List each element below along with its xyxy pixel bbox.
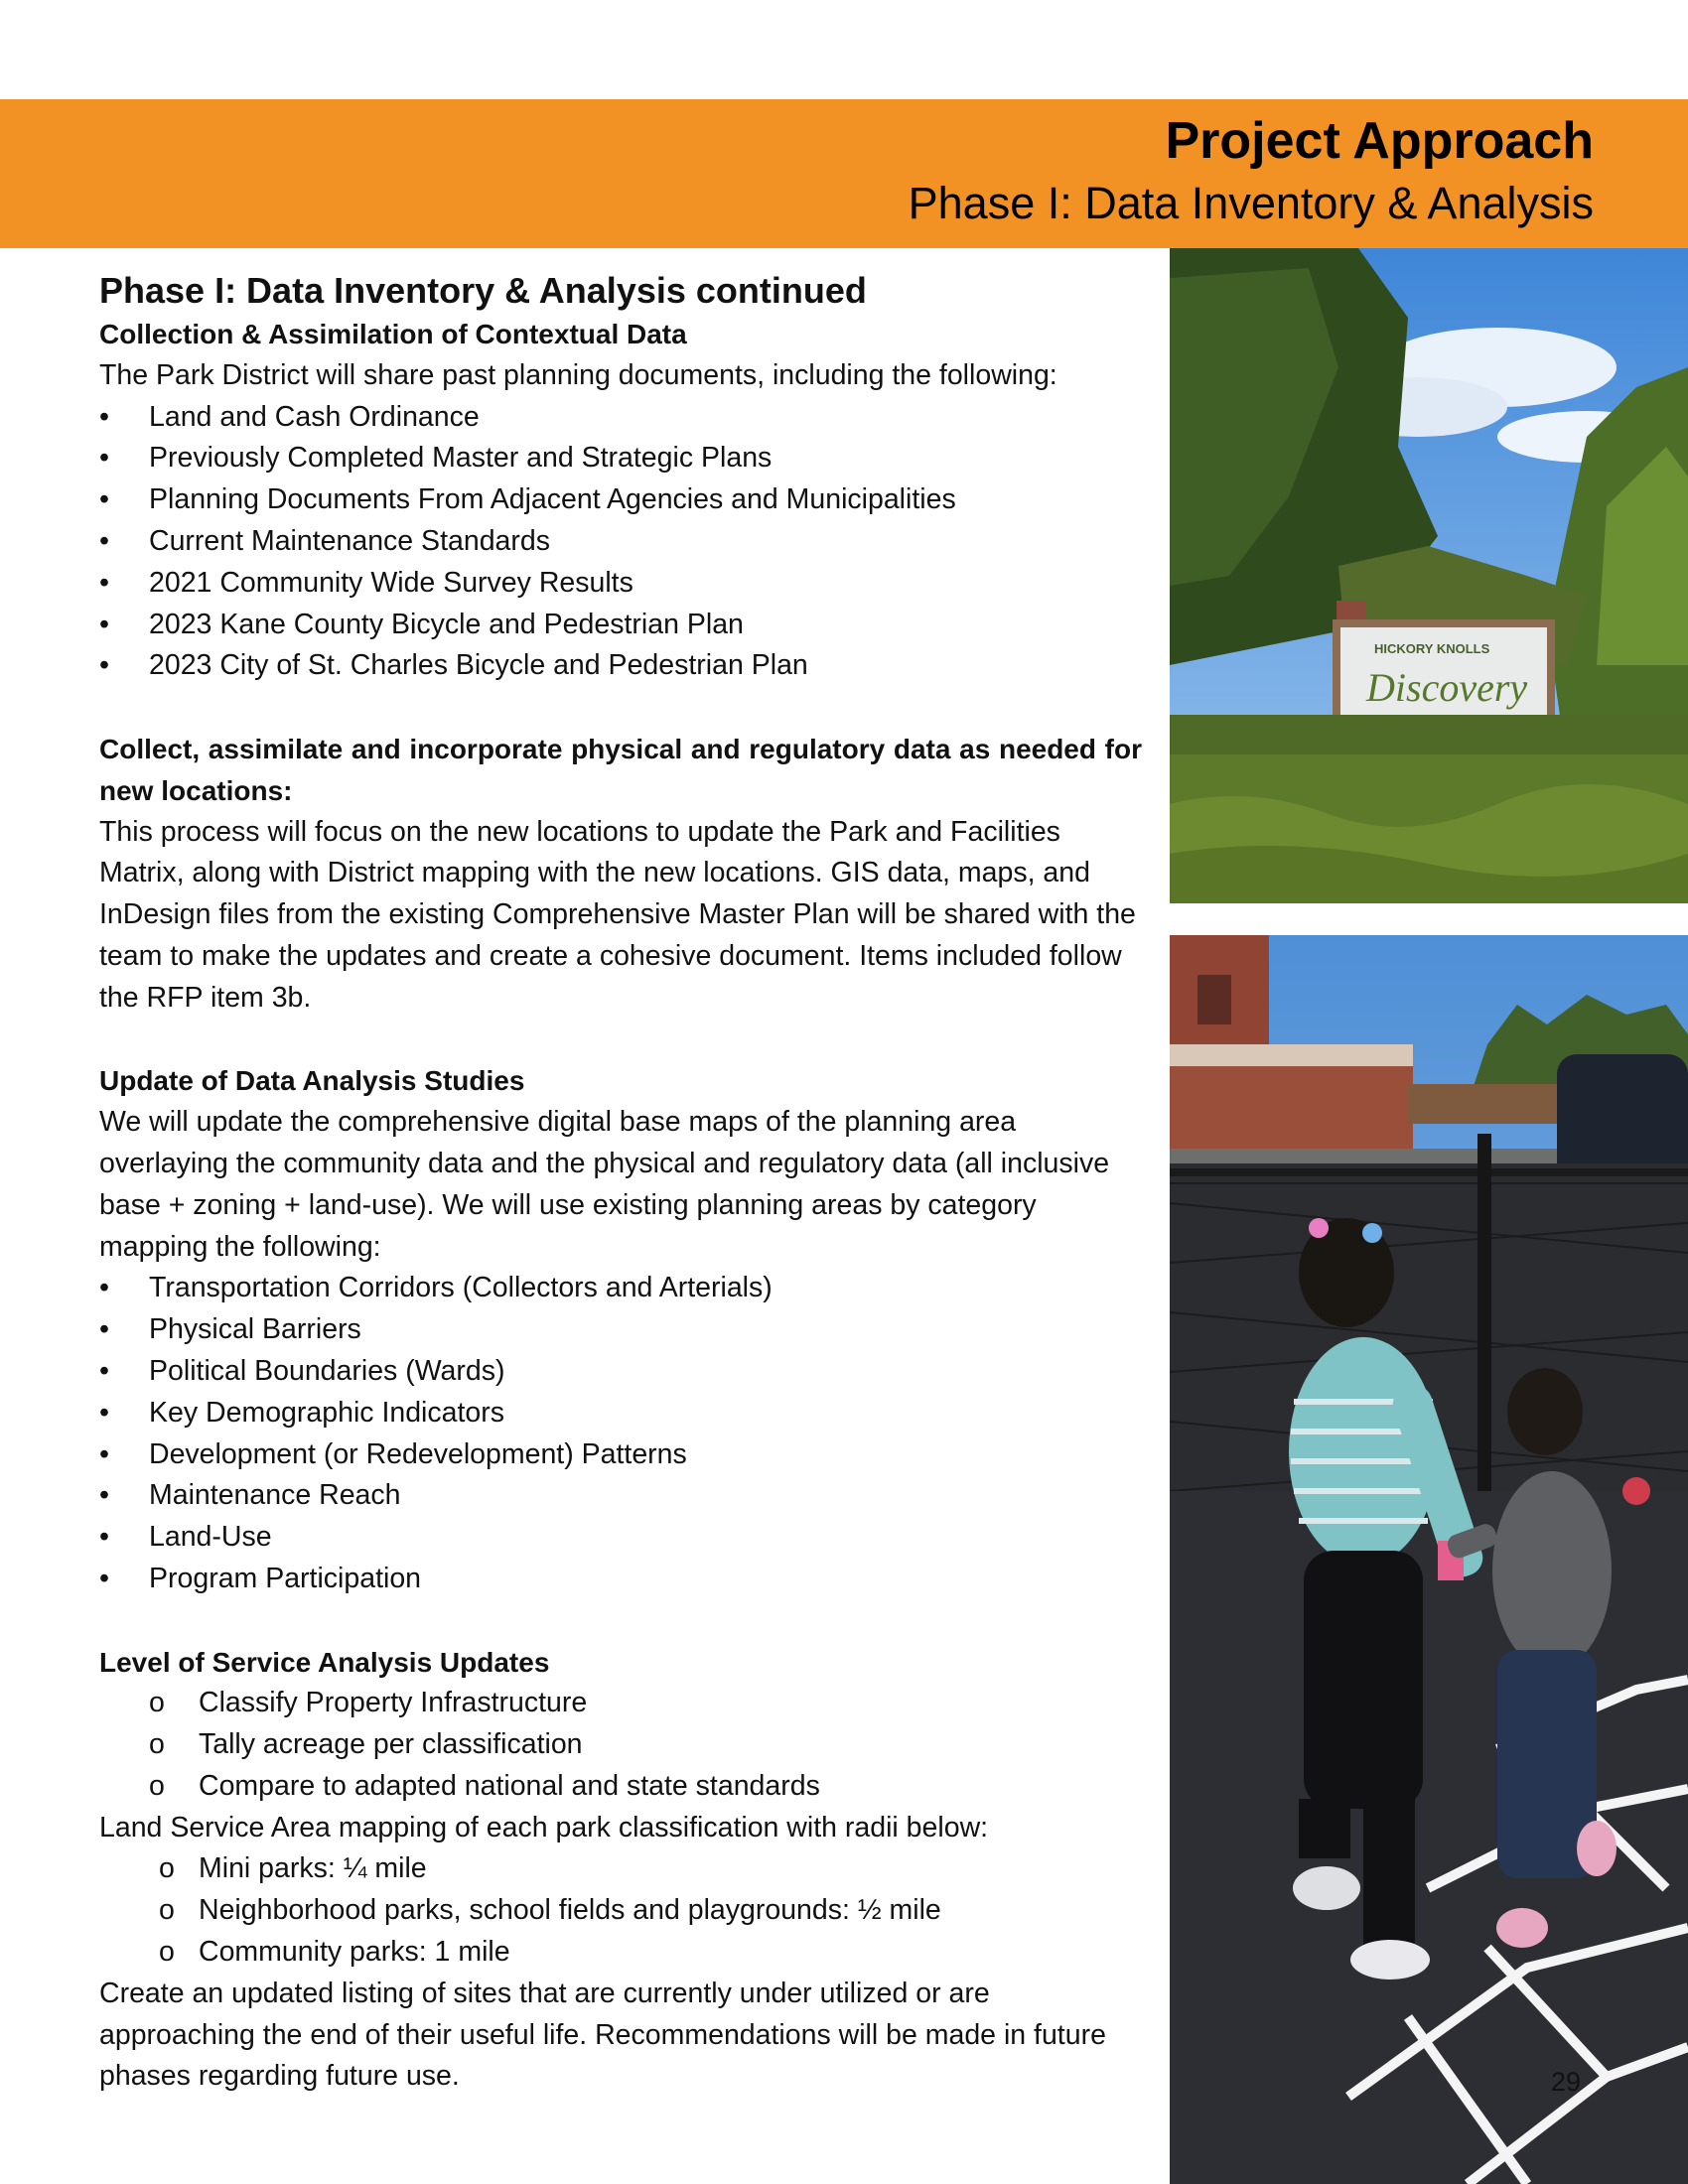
sign-main-text: Discovery bbox=[1366, 665, 1528, 710]
mapping-categories-list bbox=[99, 1268, 1142, 1599]
list-item: • 2021 Community Wide Survey Results bbox=[99, 563, 1142, 605]
discovery-center-photo bbox=[1170, 248, 1688, 903]
planning-documents-list bbox=[99, 397, 1142, 688]
collect-body: This process will focus on the new locations to update the Park and Facilities Matrix, along with District mapping with the new locations. GIS data, maps, and InDesign files from the existing Comprehensive Master Plan will be shared with the team to make the updates and create a cohesive document. Items included follow the RFP item 3b. bbox=[99, 815, 1136, 1014]
page-title: Project Approach bbox=[1165, 112, 1594, 170]
main-content bbox=[99, 270, 1142, 2098]
list-item: • Program Participation bbox=[99, 1559, 1142, 1600]
list-item: • 2023 Kane County Bicycle and Pedestrian Plan bbox=[99, 605, 1142, 646]
list-item: • Current Maintenance Standards bbox=[99, 521, 1142, 563]
update-body: We will update the comprehensive digital base maps of the planning area overlaying the community data and the physical and regulatory data (all inclusive base + zoning + land-use). We will use existing planning areas by category mapping the following: bbox=[99, 1106, 1110, 1263]
hopscotch-photo bbox=[1170, 935, 1688, 2184]
level-of-service-heading: Level of Service Analysis Updates bbox=[99, 1646, 550, 1678]
list-item: • Physical Barriers bbox=[99, 1309, 1142, 1351]
page-subtitle: Phase I: Data Inventory & Analysis bbox=[908, 178, 1594, 228]
list-item: o Neighborhood parks, school fields and playgrounds: ½ mile bbox=[99, 1890, 1142, 1932]
list-item: o Mini parks: ¼ mile bbox=[99, 1848, 1142, 1890]
list-item: o Community parks: 1 mile bbox=[99, 1932, 1142, 1974]
section-heading: Phase I: Data Inventory & Analysis continued bbox=[99, 270, 867, 311]
list-item: • 2023 City of St. Charles Bicycle and Pedestrian Plan bbox=[99, 645, 1142, 687]
hopscotch-illustration bbox=[1170, 935, 1688, 2184]
collection-heading: Collection & Assimilation of Contextual Data bbox=[99, 319, 687, 349]
header-banner bbox=[0, 99, 1688, 248]
list-item: • Key Demographic Indicators bbox=[99, 1393, 1142, 1434]
list-item: o Classify Property Infrastructure bbox=[99, 1683, 1142, 1724]
list-item: • Maintenance Reach bbox=[99, 1475, 1142, 1517]
list-item: o Tally acreage per classification bbox=[99, 1724, 1142, 1766]
list-item: • Development (or Redevelopment) Patterns bbox=[99, 1434, 1142, 1476]
update-heading: Update of Data Analysis Studies bbox=[99, 1065, 525, 1097]
list-item: • Political Boundaries (Wards) bbox=[99, 1351, 1142, 1393]
level-of-service-list bbox=[99, 1683, 1142, 1807]
list-item: o Compare to adapted national and state standards bbox=[99, 1766, 1142, 1808]
collection-intro: The Park District will share past planning documents, including the following: bbox=[99, 358, 1057, 391]
list-item: • Land and Cash Ordinance bbox=[99, 397, 1142, 439]
page-number: 29 bbox=[1551, 2067, 1582, 2097]
list-item: • Land-Use bbox=[99, 1517, 1142, 1559]
collect-heading: Collect, assimilate and incorporate physical and regulatory data as needed for new locations: bbox=[99, 733, 1142, 806]
radii-list bbox=[99, 1848, 1142, 1973]
discovery-center-illustration bbox=[1170, 248, 1688, 903]
list-item: • Planning Documents From Adjacent Agencies and Municipalities bbox=[99, 479, 1142, 521]
land-service-line: Land Service Area mapping of each park classification with radii below: bbox=[99, 1811, 989, 1843]
closing-paragraph: Create an updated listing of sites that are currently under utilized or are approaching the end of their useful life. Recommendations will be made in future phases regarding future use. bbox=[99, 1977, 1106, 2093]
list-item: • Transportation Corridors (Collectors and Arterials) bbox=[99, 1268, 1142, 1309]
list-item: • Previously Completed Master and Strategic Plans bbox=[99, 438, 1142, 479]
sign-top-text: HICKORY KNOLLS bbox=[1374, 641, 1490, 656]
